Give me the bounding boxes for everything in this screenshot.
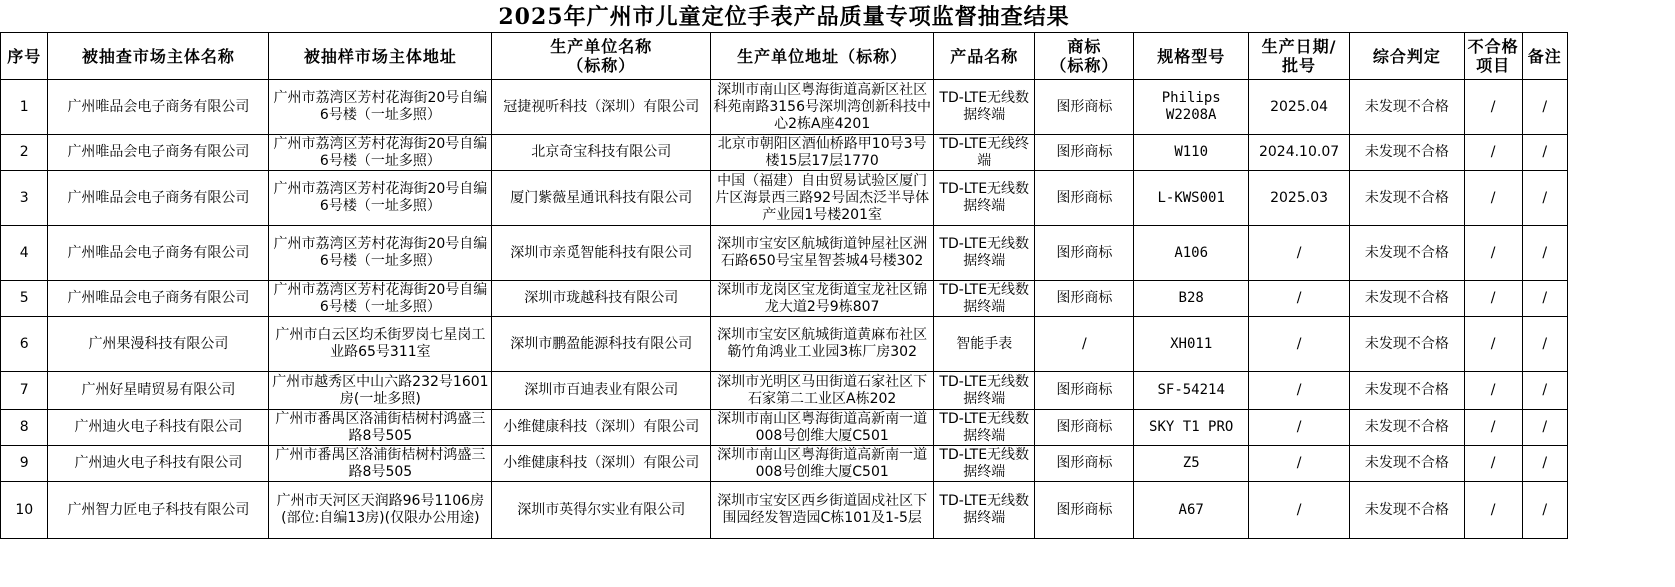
table-row — [1, 482, 1568, 539]
cell-no: 3 — [1, 171, 48, 226]
header-cell-company: 被抽查市场主体名称 — [48, 33, 269, 80]
results-table — [0, 32, 1568, 539]
cell-model: Z5 — [1134, 446, 1249, 482]
cell-verdict: 未发现不合格 — [1350, 226, 1465, 281]
cell-address: 广州市番禺区洛浦街桔树村鸿盛三路8号505 — [269, 446, 492, 482]
cell-model: XH011 — [1134, 317, 1249, 372]
cell-no: 6 — [1, 317, 48, 372]
cell-date: / — [1248, 372, 1349, 410]
cell-model: SKY T1 PRO — [1134, 410, 1249, 446]
cell-fail-item: / — [1464, 281, 1522, 317]
cell-brand: 图形商标 — [1035, 446, 1134, 482]
cell-producer: 深圳市珑越科技有限公司 — [492, 281, 711, 317]
cell-date: / — [1248, 281, 1349, 317]
cell-no: 10 — [1, 482, 48, 539]
cell-product: TD-LTE无线数据终端 — [934, 281, 1035, 317]
cell-product: TD-LTE无线数据终端 — [934, 410, 1035, 446]
cell-brand: / — [1035, 317, 1134, 372]
cell-fail-item: / — [1464, 226, 1522, 281]
page-title: 2025年广州市儿童定位手表产品质量专项监督抽查结果 — [498, 4, 1070, 30]
cell-brand: 图形商标 — [1035, 372, 1134, 410]
cell-verdict: 未发现不合格 — [1350, 410, 1465, 446]
cell-address: 广州市荔湾区芳村花海街20号自编6号楼（一址多照） — [269, 135, 492, 171]
cell-fail-item: / — [1464, 171, 1522, 226]
cell-producer-address: 深圳市南山区粤海街道高新南一道008号创维大厦C501 — [711, 446, 934, 482]
cell-verdict: 未发现不合格 — [1350, 171, 1465, 226]
cell-product: TD-LTE无线终端 — [934, 135, 1035, 171]
cell-product: TD-LTE无线数据终端 — [934, 482, 1035, 539]
cell-date: / — [1248, 317, 1349, 372]
cell-product: TD-LTE无线数据终端 — [934, 80, 1035, 135]
cell-brand: 图形商标 — [1035, 482, 1134, 539]
cell-producer-address: 深圳市南山区粤海街道高新南一道008号创维大厦C501 — [711, 410, 934, 446]
table-row — [1, 135, 1568, 171]
cell-product: TD-LTE无线数据终端 — [934, 226, 1035, 281]
cell-date: / — [1248, 446, 1349, 482]
cell-verdict: 未发现不合格 — [1350, 80, 1465, 135]
header-cell-no: 序号 — [1, 33, 48, 80]
cell-address: 广州市荔湾区芳村花海街20号自编6号楼（一址多照） — [269, 281, 492, 317]
cell-producer: 冠捷视听科技（深圳）有限公司 — [492, 80, 711, 135]
cell-company: 广州唯品会电子商务有限公司 — [48, 171, 269, 226]
cell-model: SF-54214 — [1134, 372, 1249, 410]
cell-product: TD-LTE无线数据终端 — [934, 446, 1035, 482]
cell-fail-item: / — [1464, 317, 1522, 372]
cell-no: 2 — [1, 135, 48, 171]
cell-brand: 图形商标 — [1035, 226, 1134, 281]
header-cell-producer-address: 生产单位地址（标称） — [711, 33, 934, 80]
cell-date: / — [1248, 410, 1349, 446]
cell-producer: 小维健康科技（深圳）有限公司 — [492, 446, 711, 482]
cell-producer-address: 深圳市宝安区航城街道黄麻布社区簕竹角鸿业工业园3栋厂房302 — [711, 317, 934, 372]
cell-company: 广州智力匠电子科技有限公司 — [48, 482, 269, 539]
cell-producer: 深圳市百迪表业有限公司 — [492, 372, 711, 410]
header-cell-verdict: 综合判定 — [1350, 33, 1465, 80]
cell-company: 广州唯品会电子商务有限公司 — [48, 281, 269, 317]
table-row — [1, 372, 1568, 410]
cell-company: 广州迪火电子科技有限公司 — [48, 410, 269, 446]
cell-verdict: 未发现不合格 — [1350, 446, 1465, 482]
header-row — [1, 33, 1568, 80]
cell-company: 广州唯品会电子商务有限公司 — [48, 80, 269, 135]
cell-producer-address: 北京市朝阳区酒仙桥路甲10号3号楼15层17层1770 — [711, 135, 934, 171]
cell-fail-item: / — [1464, 135, 1522, 171]
cell-no: 5 — [1, 281, 48, 317]
cell-date: 2024.10.07 — [1248, 135, 1349, 171]
cell-remark: / — [1522, 80, 1567, 135]
table-row — [1, 410, 1568, 446]
cell-company: 广州迪火电子科技有限公司 — [48, 446, 269, 482]
header-cell-model: 规格型号 — [1134, 33, 1249, 80]
cell-verdict: 未发现不合格 — [1350, 317, 1465, 372]
cell-producer: 厦门紫薇星通讯科技有限公司 — [492, 171, 711, 226]
header-cell-brand: 商标 （标称） — [1035, 33, 1134, 80]
cell-producer-address: 深圳市光明区马田街道石家社区下石家第二工业区A栋202 — [711, 372, 934, 410]
cell-remark: / — [1522, 372, 1567, 410]
table-row — [1, 317, 1568, 372]
cell-producer: 深圳市英得尔实业有限公司 — [492, 482, 711, 539]
cell-fail-item: / — [1464, 410, 1522, 446]
cell-producer-address: 深圳市南山区粤海街道高新区社区科苑南路3156号深圳湾创新科技中心2栋A座4201 — [711, 80, 934, 135]
cell-company: 广州果漫科技有限公司 — [48, 317, 269, 372]
cell-date: / — [1248, 482, 1349, 539]
cell-fail-item: / — [1464, 372, 1522, 410]
cell-verdict: 未发现不合格 — [1350, 372, 1465, 410]
cell-fail-item: / — [1464, 482, 1522, 539]
cell-company: 广州唯品会电子商务有限公司 — [48, 226, 269, 281]
cell-address: 广州市荔湾区芳村花海街20号自编6号楼（一址多照） — [269, 226, 492, 281]
cell-address: 广州市荔湾区芳村花海街20号自编6号楼（一址多照） — [269, 171, 492, 226]
cell-remark: / — [1522, 482, 1567, 539]
table-row — [1, 226, 1568, 281]
cell-remark: / — [1522, 135, 1567, 171]
cell-remark: / — [1522, 317, 1567, 372]
header-cell-date: 生产日期/ 批号 — [1248, 33, 1349, 80]
cell-producer-address: 中国（福建）自由贸易试验区厦门片区海景西三路92号固杰泛半导体产业园1号楼201室 — [711, 171, 934, 226]
header-cell-address: 被抽样市场主体地址 — [269, 33, 492, 80]
table-row — [1, 80, 1568, 135]
cell-product: TD-LTE无线数据终端 — [934, 171, 1035, 226]
table-row — [1, 446, 1568, 482]
cell-model: W110 — [1134, 135, 1249, 171]
cell-producer-address: 深圳市宝安区西乡街道固戍社区下围园经发智造园C栋101及1-5层 — [711, 482, 934, 539]
cell-date: 2025.03 — [1248, 171, 1349, 226]
cell-brand: 图形商标 — [1035, 410, 1134, 446]
cell-brand: 图形商标 — [1035, 281, 1134, 317]
cell-no: 9 — [1, 446, 48, 482]
header-cell-fail-item: 不合格 项目 — [1464, 33, 1522, 80]
cell-fail-item: / — [1464, 446, 1522, 482]
cell-product: TD-LTE无线数据终端 — [934, 372, 1035, 410]
cell-remark: / — [1522, 281, 1567, 317]
cell-verdict: 未发现不合格 — [1350, 135, 1465, 171]
cell-remark: / — [1522, 226, 1567, 281]
cell-verdict: 未发现不合格 — [1350, 482, 1465, 539]
cell-model: Philips W2208A — [1134, 80, 1249, 135]
cell-remark: / — [1522, 410, 1567, 446]
cell-address: 广州市天河区天润路96号1106房(部位:自编13房)(仅限办公用途) — [269, 482, 492, 539]
cell-brand: 图形商标 — [1035, 80, 1134, 135]
cell-verdict: 未发现不合格 — [1350, 281, 1465, 317]
cell-model: A67 — [1134, 482, 1249, 539]
cell-brand: 图形商标 — [1035, 171, 1134, 226]
cell-brand: 图形商标 — [1035, 135, 1134, 171]
cell-company: 广州好星晴贸易有限公司 — [48, 372, 269, 410]
cell-remark: / — [1522, 446, 1567, 482]
cell-address: 广州市越秀区中山六路232号1601房(一址多照) — [269, 372, 492, 410]
cell-producer-address: 深圳市宝安区航城街道钟屋社区洲石路650号宝星智荟城4号楼302 — [711, 226, 934, 281]
cell-date: 2025.04 — [1248, 80, 1349, 135]
cell-remark: / — [1522, 171, 1567, 226]
cell-fail-item: / — [1464, 80, 1522, 135]
header-cell-product: 产品名称 — [934, 33, 1035, 80]
cell-no: 4 — [1, 226, 48, 281]
cell-model: L-KWS001 — [1134, 171, 1249, 226]
cell-producer: 小维健康科技（深圳）有限公司 — [492, 410, 711, 446]
header-cell-remark: 备注 — [1522, 33, 1567, 80]
cell-model: A106 — [1134, 226, 1249, 281]
cell-date: / — [1248, 226, 1349, 281]
cell-no: 8 — [1, 410, 48, 446]
cell-producer: 北京奇宝科技有限公司 — [492, 135, 711, 171]
cell-product: 智能手表 — [934, 317, 1035, 372]
cell-address: 广州市荔湾区芳村花海街20号自编6号楼（一址多照） — [269, 80, 492, 135]
cell-no: 7 — [1, 372, 48, 410]
cell-address: 广州市白云区均禾街罗岗七星岗工业路65号311室 — [269, 317, 492, 372]
table-row — [1, 171, 1568, 226]
cell-no: 1 — [1, 80, 48, 135]
table-row — [1, 281, 1568, 317]
cell-producer: 深圳市鹏盈能源科技有限公司 — [492, 317, 711, 372]
cell-producer-address: 深圳市龙岗区宝龙街道宝龙社区锦龙大道2号9栋807 — [711, 281, 934, 317]
cell-address: 广州市番禺区洛浦街桔树村鸿盛三路8号505 — [269, 410, 492, 446]
cell-company: 广州唯品会电子商务有限公司 — [48, 135, 269, 171]
header-cell-producer: 生产单位名称 （标称） — [492, 33, 711, 80]
cell-model: B28 — [1134, 281, 1249, 317]
cell-producer: 深圳市亲觅智能科技有限公司 — [492, 226, 711, 281]
